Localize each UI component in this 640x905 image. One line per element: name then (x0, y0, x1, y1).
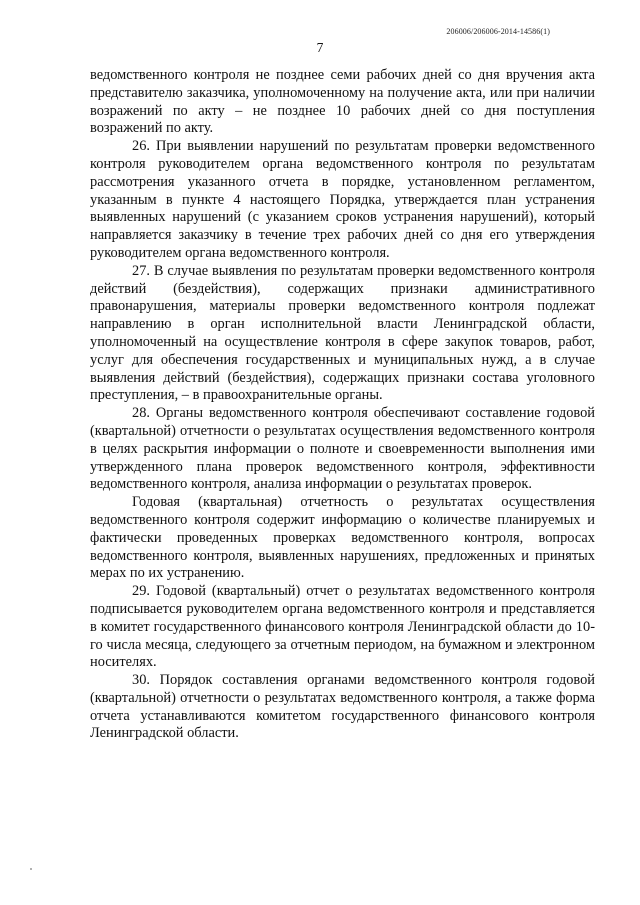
document-body (90, 67, 595, 743)
paragraph-27: 27. В случае выявления по результатам проверки ведомственного контроля действий (бездействия), содержащих признаки административного правонарушения, материалы проверки ведомственного контроля подлежат направлению в орган исполнительной власти Ленинградской области, уполномоченный на осуществление контроля в сфере закупок товаров, работ, услуг для обеспечения государственных и муниципальных нужд, а в случае выявления действий (бездействия), содержащих признаки состава уголовного преступления, – в правоохранительные органы. (90, 262, 595, 404)
paragraph-continuation: ведомственного контроля не позднее семи рабочих дней со дня вручения акта представителю заказчика, уполномоченному на получение акта, или при наличии возражений по акту – не позднее 10 рабочих дней со дня поступления возражений по акту. (90, 67, 595, 137)
document-code: 206006/206006-2014-14586(1) (446, 27, 550, 36)
page-number: 7 (316, 40, 324, 55)
paragraph-26: 26. При выявлении нарушений по результатам проверки ведомственного контроля руководителем органа ведомственного контроля по результатам рассмотрения указанного отчета в порядке, установленном регламентом, указанным в пункте 4 настоящего Порядка, утверждается план устранения выявленных нарушений (с указанием сроков устранения нарушений), который направляется заказчику в течение трех рабочих дней со дня его утверждения руководителем органа ведомственного контроля. (90, 138, 595, 261)
paragraph-30: 30. Порядок составления органами ведомственного контроля годовой (квартальной) отчетности о результатах ведомственного контроля, а также форма отчета устанавливаются комитетом государственного финансового контроля Ленинградской области. (90, 672, 595, 742)
paragraph-29: 29. Годовой (квартальный) отчет о результатах ведомственного контроля подписывается руководителем органа ведомственного контроля и представляется в комитет государственного финансового контроля Ленинградской области до 10-го числа месяца, следующего за отчетным периодом, на бумажном и электронном носителях. (90, 583, 595, 671)
paragraph-28-reporting: Годовая (квартальная) отчетность о результатах осуществления ведомственного контроля содержит информацию о количестве планируемых и фактически проведенных проверках ведомственного контроля, вопросах ведомственного контроля, выявленных нарушениях, предложенных и принятых мерах по их устранению. (90, 494, 595, 582)
scan-mark (30, 868, 32, 870)
paragraph-28: 28. Органы ведомственного контроля обеспечивают составление годовой (квартальной) отчетности о результатах осуществления ведомственного контроля в целях раскрытия информации о полноте и своевременности выполнения ими утвержденного плана проверок ведомственного контроля, эффективности ведомственного контроля, анализа информации о результатах проверок. (90, 405, 595, 493)
